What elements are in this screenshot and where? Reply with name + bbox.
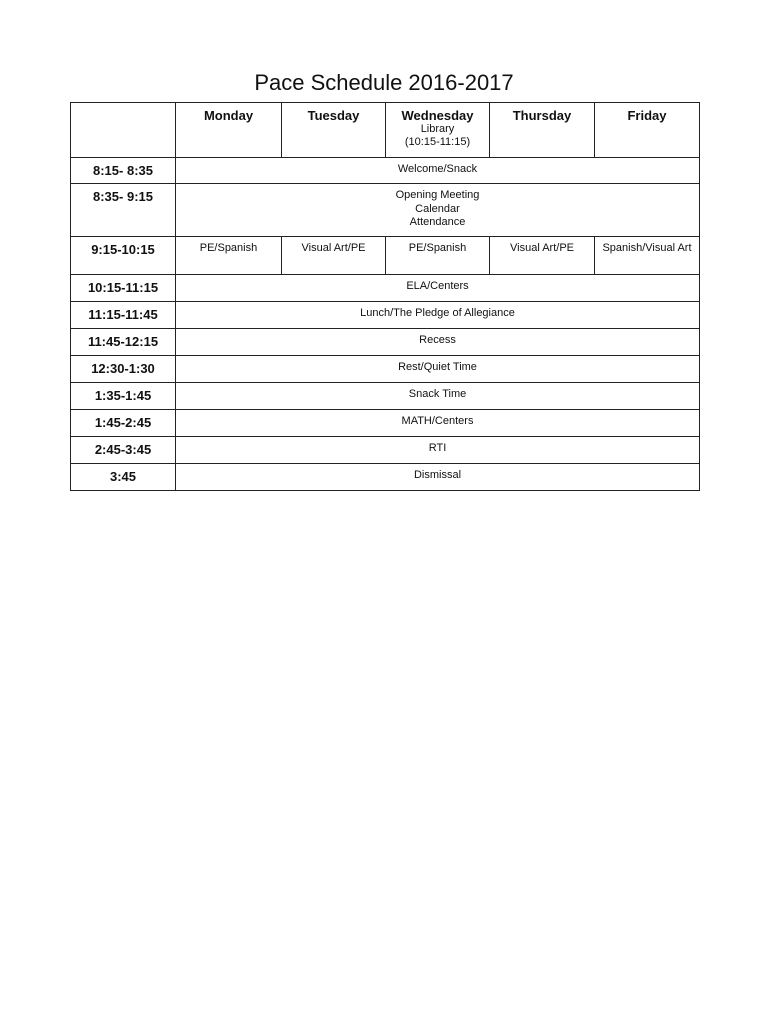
activity-cell: Dismissal (176, 464, 700, 491)
activity-line: Opening Meeting (395, 189, 480, 201)
table-row (71, 410, 700, 437)
time-cell: 10:15-11:15 (71, 275, 176, 302)
corner-cell (71, 103, 176, 158)
time-cell: 8:35- 9:15 (71, 184, 176, 237)
day-label: Wednesday (401, 108, 474, 123)
activity-cell: PE/Spanish (386, 237, 490, 275)
activity-cell: Snack Time (176, 383, 700, 410)
time-cell: 12:30-1:30 (71, 356, 176, 383)
page-title: Pace Schedule 2016-2017 (254, 70, 514, 95)
table-row (71, 184, 700, 237)
activity-cell: ELA/Centers (176, 275, 700, 302)
time-cell: 1:35-1:45 (71, 383, 176, 410)
table-row (71, 302, 700, 329)
table-row (71, 383, 700, 410)
time-cell: 11:15-11:45 (71, 302, 176, 329)
day-header: Thursday (490, 103, 595, 158)
header-row (71, 103, 700, 158)
activity-cell: MATH/Centers (176, 410, 700, 437)
day-header (386, 103, 490, 158)
activity-cell: Recess (176, 329, 700, 356)
time-cell: 3:45 (71, 464, 176, 491)
activity-cell: Visual Art/PE (282, 237, 386, 275)
time-cell: 1:45-2:45 (71, 410, 176, 437)
table-row (71, 158, 700, 184)
activity-line: Calendar (415, 202, 460, 215)
table-row (71, 356, 700, 383)
time-cell: 2:45-3:45 (71, 437, 176, 464)
activity-cell: PE/Spanish (176, 237, 282, 275)
activity-cell: Rest/Quiet Time (176, 356, 700, 383)
activity-cell: RTI (176, 437, 700, 464)
library-note: Library (420, 122, 455, 135)
table-row (71, 329, 700, 356)
table-row (71, 275, 700, 302)
table-row (71, 464, 700, 491)
day-header: Friday (595, 103, 700, 158)
activity-line: Attendance (409, 216, 466, 228)
table-row (71, 437, 700, 464)
activity-cell: Lunch/The Pledge of Allegiance (176, 302, 700, 329)
schedule-table (70, 102, 700, 491)
time-cell: 9:15-10:15 (71, 237, 176, 275)
activity-cell: Spanish/Visual Art (595, 237, 700, 275)
activity-cell: Visual Art/PE (490, 237, 595, 275)
activity-cell (176, 184, 700, 237)
library-time: (10:15-11:15) (404, 136, 471, 148)
day-header: Tuesday (282, 103, 386, 158)
day-header: Monday (176, 103, 282, 158)
time-cell: 11:45-12:15 (71, 329, 176, 356)
activity-cell: Welcome/Snack (176, 158, 700, 184)
time-cell: 8:15- 8:35 (71, 158, 176, 184)
table-row (71, 237, 700, 275)
